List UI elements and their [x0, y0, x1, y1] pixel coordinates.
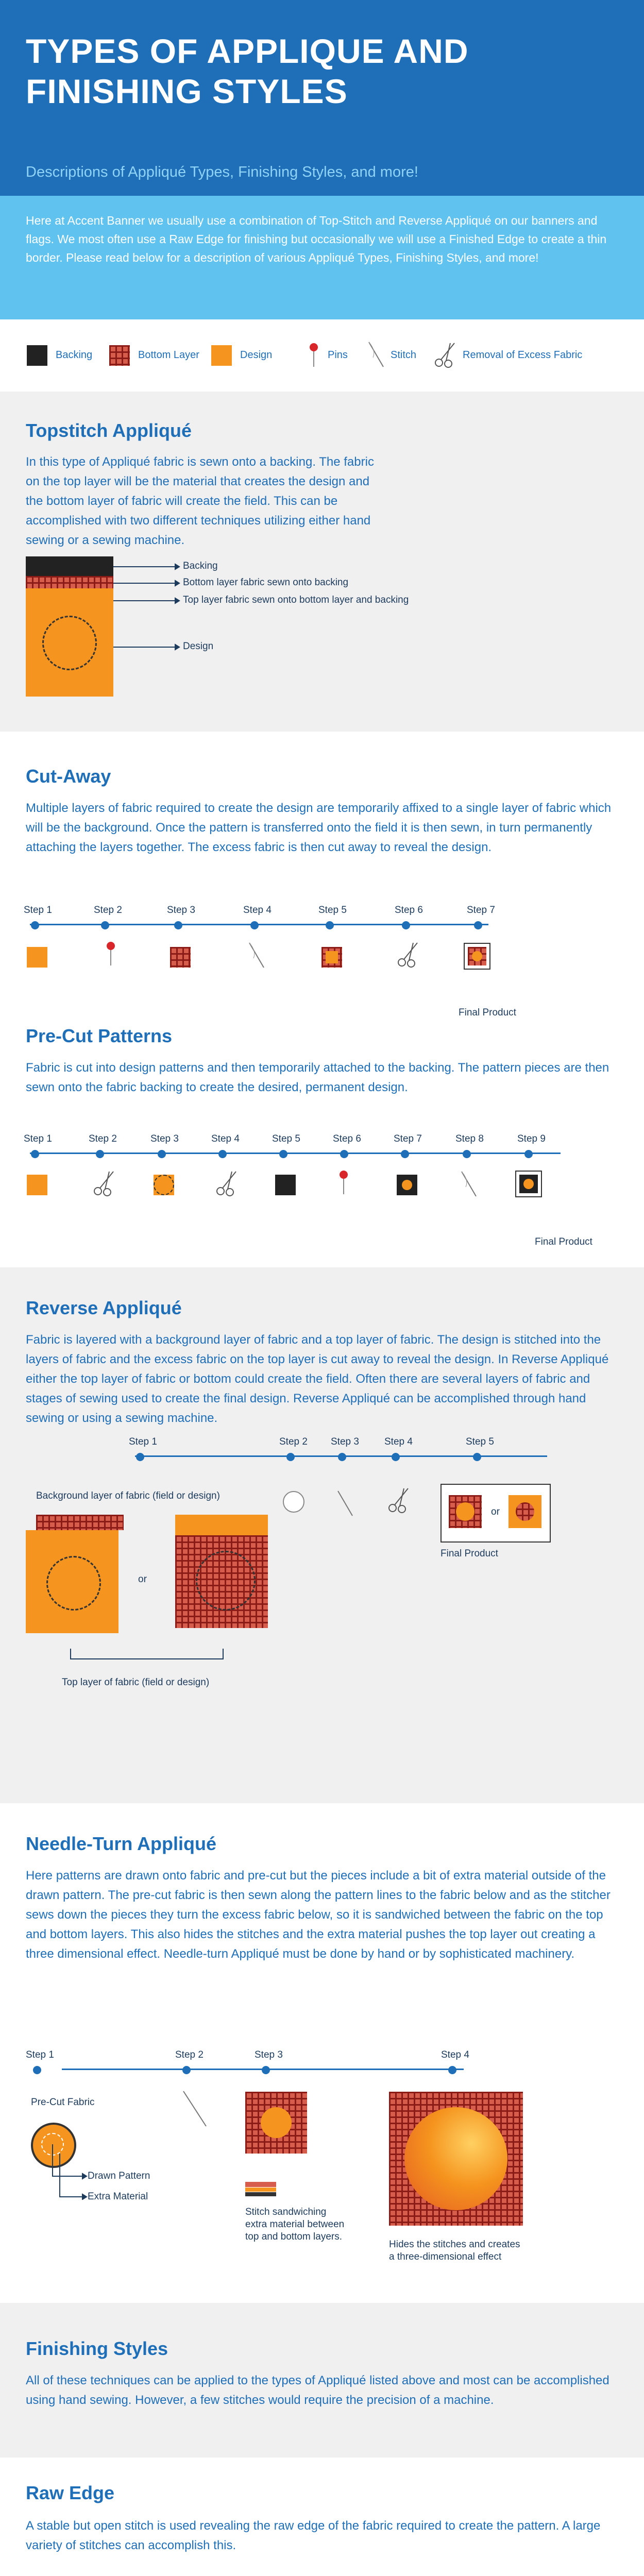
needleturn-extra-label: Extra Material [88, 2191, 148, 2202]
needleturn-hides-label: Hides the stitches and creates a three-dimensional effect [389, 2239, 520, 2262]
precut-step-label: Step 9 [517, 1133, 546, 1144]
reverse-design-circle-right [196, 1551, 256, 1611]
precut-timeline [30, 1153, 561, 1154]
needleturn-step-label: Step 2 [175, 2049, 204, 2060]
reverse-step-dot [473, 1453, 481, 1461]
reverse-bg-fabric-left [36, 1515, 124, 1530]
legend-label-stitch: Stitch [391, 349, 417, 361]
legend-label-backing: Backing [56, 349, 93, 361]
precut-step-label: Step 7 [394, 1133, 422, 1144]
pin-icon [103, 941, 118, 967]
legend-label-removal: Removal of Excess Fabric [463, 349, 583, 361]
cutaway-step-label: Step 2 [94, 905, 122, 916]
cutaway-step-label: Step 3 [167, 905, 195, 916]
cutaway-title: Cut-Away [26, 766, 111, 787]
reverse-step-label: Step 3 [331, 1436, 359, 1447]
needle-icon [246, 941, 267, 970]
topstitch-label-design: Design [183, 641, 214, 652]
topstitch-bottom-layer [26, 576, 113, 588]
needle-icon [180, 2089, 211, 2130]
precut-step-label: Step 3 [150, 1133, 179, 1144]
reverse-body: Fabric is layered with a background layer of fabric and a top layer of fabric. The design is stitched into the layers of fabric and the excess fabric on the top layer is cut away to reveal the design. In Reverse Appliqué either the top layer of fabric or bottom could create the field. Often there are several layers of fabric and stages of sewing used to create the final design. Reverse Appliqué can be accomplished through hand sewing or using a sewing machine. [26, 1333, 609, 1425]
reverse-step-label: Step 5 [466, 1436, 494, 1447]
intro-text: Here at Accent Banner we usually use a combination of Top-Stitch and Reverse Appliqué on our banners and flags. We most often use a Raw Edge for finishing but occasionally we will use a Finished Edge to create a thin border. Please read below for a description of various Appliqué Types, Finishing Styles, and more! [26, 214, 607, 264]
page-title: TYPES OF APPLIQUE AND FINISHING STYLES [26, 32, 469, 110]
needleturn-step-label: Step 4 [441, 2049, 469, 2060]
precut-step5-backing [275, 1175, 296, 1195]
cutaway-body: Multiple layers of fabric required to create the design are temporarily affixed to a single layer of fabric which will be the background. Once the pattern is transferred onto the field it is then sewn, in turn permanently attaching the layers together. The excess fabric is then cut away to reveal the design. [26, 801, 612, 854]
needleturn-step-dot [448, 2066, 456, 2074]
legend-label-bottom-layer: Bottom Layer [138, 349, 199, 361]
reverse-final-a [449, 1495, 482, 1528]
topstitch-label-backing: Backing [183, 561, 218, 571]
topstitch-title: Topstitch Appliqué [26, 420, 192, 441]
bottom-layer-swatch-icon [109, 345, 130, 366]
needleturn-arrows [52, 2143, 93, 2200]
precut-step3-circle [154, 1175, 174, 1195]
needleturn-layer-bottom [245, 2192, 276, 2196]
cutaway-step-dot [31, 921, 39, 929]
cutaway-final-frame [464, 943, 490, 970]
precut-step-label: Step 8 [455, 1133, 484, 1144]
reverse-step-dot [286, 1453, 295, 1461]
scissors-icon [386, 1486, 412, 1514]
rawedge-title: Raw Edge [26, 2482, 115, 2503]
scissors-icon [214, 1170, 240, 1197]
cutaway-step-dot [402, 921, 410, 929]
precut-step-dot [218, 1150, 227, 1158]
cutaway-step5-fabric [321, 947, 342, 968]
cutaway-step-dot [174, 921, 182, 929]
pin-icon [306, 342, 321, 368]
cutaway-step-label: Step 5 [318, 905, 347, 916]
precut-step-dot [340, 1150, 348, 1158]
cutaway-step-dot [326, 921, 334, 929]
topstitch-design-circle [42, 616, 97, 670]
finishing-title: Finishing Styles [26, 2338, 168, 2359]
scissors-icon [92, 1170, 117, 1197]
topstitch-label-top: Top layer fabric sewn onto bottom layer and backing [183, 595, 409, 605]
needleturn-layer-top [245, 2182, 276, 2187]
reverse-step-label: Step 1 [129, 1436, 157, 1447]
precut-body: Fabric is cut into design patterns and then temporarily attached to the backing. The pattern pieces are then sewn onto the fabric backing to create the desired, permanent design. [26, 1061, 609, 1094]
precut-step-dot [401, 1150, 409, 1158]
reverse-title: Reverse Appliqué [26, 1297, 182, 1318]
legend-label-design: Design [240, 349, 273, 361]
needleturn-step-dot [33, 2066, 41, 2074]
reverse-bg-label: Background layer of fabric (field or design) [36, 1490, 220, 1501]
cutaway-step-label: Step 4 [243, 905, 272, 916]
reverse-or-2: or [491, 1506, 500, 1517]
needle-icon [459, 1170, 479, 1198]
needleturn-step-label: Step 1 [26, 2049, 54, 2060]
finishing-body: All of these techniques can be applied to the types of Appliqué listed above and most can be accomplished using hand sewing. However, a few stitches would require the precision of a machine. [26, 2374, 609, 2407]
needleturn-step-dot [262, 2066, 270, 2074]
reverse-final-b [509, 1495, 541, 1528]
precut-step-dot [96, 1150, 104, 1158]
reverse-step2-icon [281, 1489, 307, 1515]
reverse-design-circle-left [46, 1556, 101, 1611]
needleturn-precut-label: Pre-Cut Fabric [31, 2097, 95, 2108]
reverse-step-dot [136, 1453, 144, 1461]
rawedge-body: A stable but open stitch is used revealing the raw edge of the fabric required to create the pattern. A large variety of stitches can accomplish this. [26, 2519, 601, 2552]
reverse-step-label: Step 2 [279, 1436, 308, 1447]
cutaway-step-label: Step 1 [24, 905, 52, 916]
topstitch-body: In this type of Appliqué fabric is sewn onto a backing. The fabric on the top layer will be the material that creates the design and the bottom layer of fabric will create the field. This can be accomplished with two different techniques utilizing either hand sewing or a sewing machine. [26, 455, 374, 547]
cutaway-step-label: Step 7 [467, 905, 495, 916]
needleturn-step4-fabric [389, 2092, 523, 2226]
precut-step-label: Step 6 [333, 1133, 361, 1144]
precut-step-label: Step 2 [89, 1133, 117, 1144]
reverse-final-box [440, 1484, 551, 1543]
backing-swatch-icon [27, 345, 47, 366]
needleturn-body: Here patterns are drawn onto fabric and pre-cut but the pieces include a bit of extra material outside of the drawn pattern. The pre-cut fabric is then sewn along the pattern lines to the fabric below and as the stitcher sews down the pieces they turn the excess fabric below, so it is sandwiched between the fabric on the top and bottom layers. This also hides the stitches and the extra material pushes the top layer out creating a three dimensional effect. Needle-turn Appliqué must be done by hand or by sophisticated machinery. [26, 1869, 611, 1961]
needle-icon [335, 1489, 355, 1518]
cutaway-step3-fabric [170, 947, 191, 968]
needleturn-step-label: Step 3 [255, 2049, 283, 2060]
cutaway-step-dot [250, 921, 259, 929]
needleturn-drawn-label: Drawn Pattern [88, 2171, 150, 2181]
reverse-final-label: Final Product [440, 1548, 498, 1559]
reverse-step-label: Step 4 [384, 1436, 413, 1447]
needleturn-title: Needle-Turn Appliqué [26, 1833, 217, 1854]
cutaway-step-dot [101, 921, 109, 929]
scissors-icon [396, 941, 421, 969]
page-subtitle: Descriptions of Appliqué Types, Finishing Styles, and more! [26, 164, 418, 180]
cutaway-timeline [30, 924, 488, 925]
cutaway-step-label: Step 6 [395, 905, 423, 916]
precut-step1-design [27, 1175, 47, 1195]
pin-icon [336, 1170, 351, 1195]
design-swatch-icon [211, 345, 232, 366]
reverse-bracket [70, 1649, 224, 1669]
needleturn-step-dot [182, 2066, 191, 2074]
reverse-top-fabric-right [175, 1515, 268, 1535]
cutaway-step-dot [474, 921, 482, 929]
precut-final-label: Final Product [535, 1236, 592, 1247]
precut-step-label: Step 4 [211, 1133, 240, 1144]
reverse-top-label: Top layer of fabric (field or design) [62, 1677, 210, 1688]
precut-step-label: Step 1 [24, 1133, 52, 1144]
precut-step-label: Step 5 [272, 1133, 300, 1144]
precut-step-dot [31, 1150, 39, 1158]
legend-label-pins: Pins [328, 349, 348, 361]
needleturn-step3-fabric [245, 2092, 307, 2154]
precut-final-frame [515, 1171, 542, 1197]
needleturn-layer-mid [245, 2188, 276, 2192]
precut-step-dot [524, 1150, 533, 1158]
precut-step-dot [279, 1150, 287, 1158]
precut-step7-backing [397, 1175, 417, 1195]
precut-step-dot [463, 1150, 471, 1158]
needle-icon [366, 340, 386, 369]
needleturn-sandwich-label: Stitch sandwiching extra material between top and bottom layers. [245, 2207, 345, 2242]
reverse-step-dot [392, 1453, 400, 1461]
cutaway-final-label: Final Product [459, 1007, 516, 1018]
cutaway-step1-design [27, 947, 47, 968]
legend [0, 319, 644, 392]
reverse-step-dot [338, 1453, 346, 1461]
topstitch-arrows [113, 556, 180, 685]
topstitch-label-bottom: Bottom layer fabric sewn onto backing [183, 577, 349, 588]
precut-title: Pre-Cut Patterns [26, 1025, 173, 1046]
scissors-icon [433, 341, 459, 369]
reverse-or-1: or [138, 1574, 147, 1585]
precut-step-dot [158, 1150, 166, 1158]
